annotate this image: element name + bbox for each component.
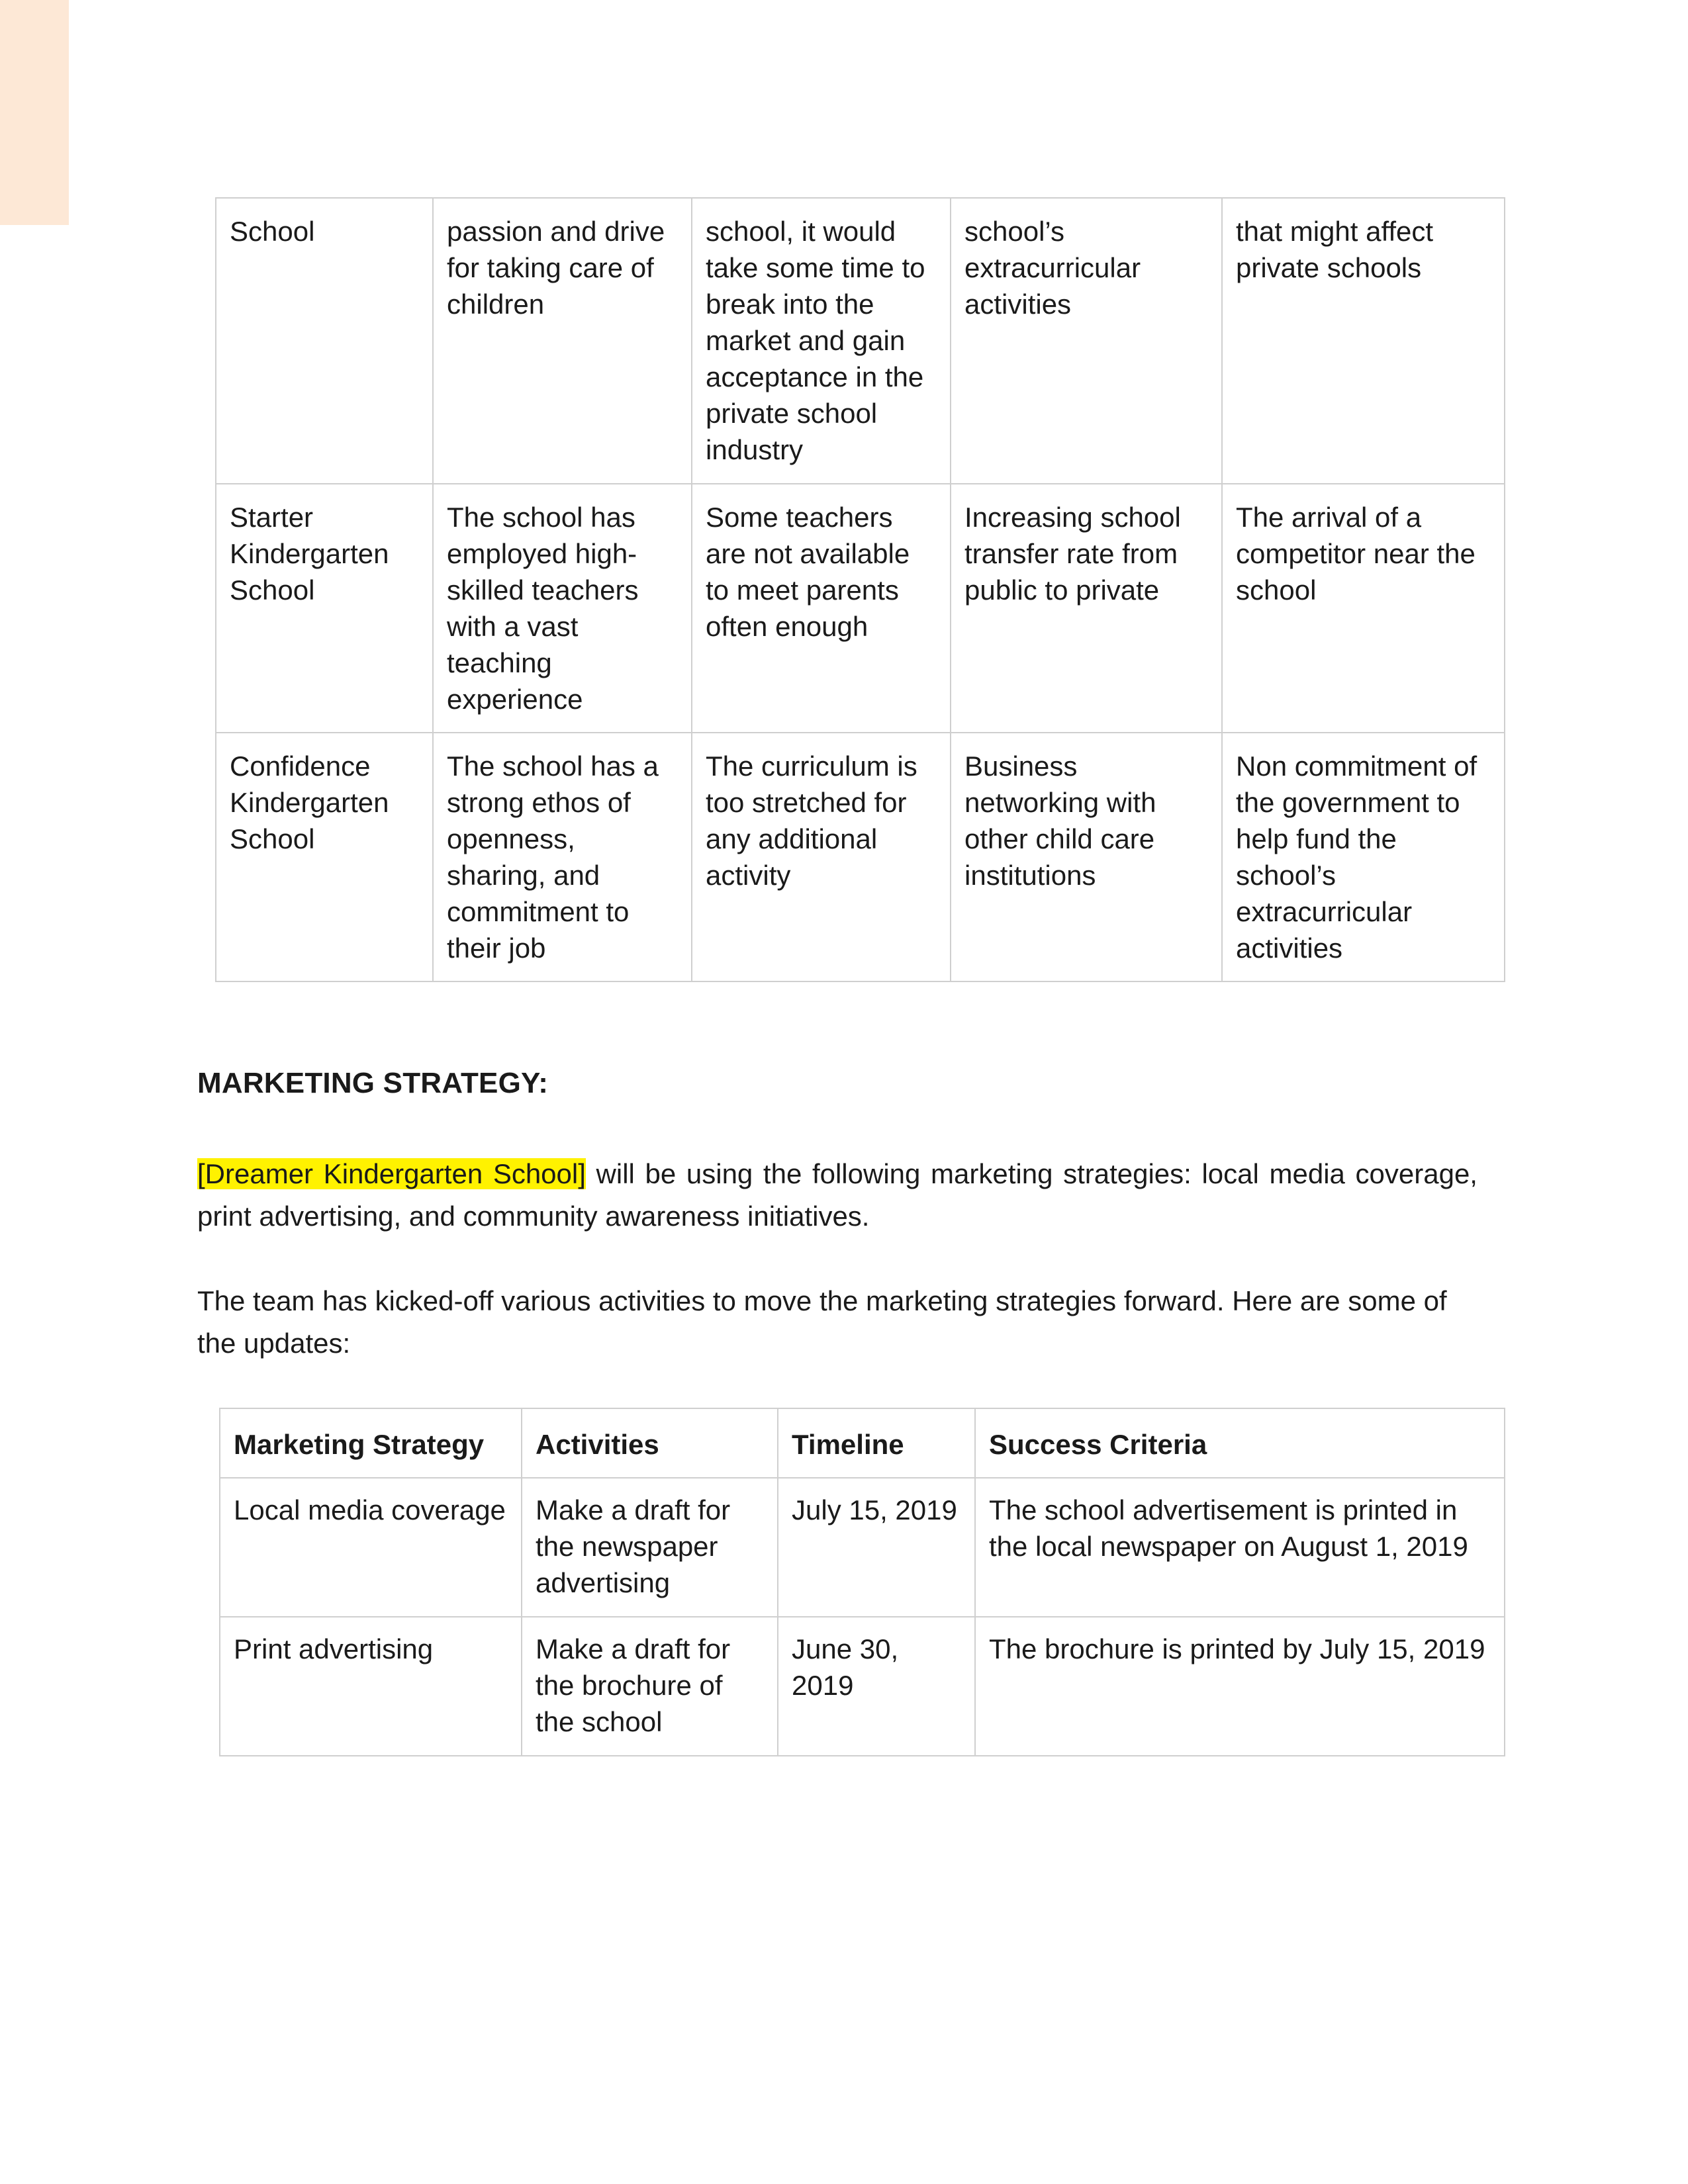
section-heading: MARKETING STRATEGY: [197,1067,549,1099]
swot-strength-cell: The school has a strong ethos of openness, sharing, and commitment to their job [433,733,692,981]
swot-name-cell: Starter Kindergarten School [216,484,433,733]
activity-cell: Make a draft for the brochure of the school [522,1617,778,1756]
table-row [216,198,1505,484]
updates-paragraph: The team has kicked-off various activities to move the marketing strategies forward. Here are some of the updates: [197,1285,1447,1359]
table-row [220,1617,1505,1756]
swot-name-cell: Confidence Kindergarten School [216,733,433,981]
column-header: Success Criteria [975,1408,1505,1478]
swot-opportunity-cell: Business networking with other child care institutions [951,733,1222,981]
strategy-cell: Local media coverage [220,1478,522,1617]
swot-weakness-cell: school, it would take some time to break into the market and gain acceptance in the private school industry [692,198,951,484]
swot-opportunity-cell: Increasing school transfer rate from public to private [951,484,1222,733]
swot-weakness-cell: The curriculum is too stretched for any additional activity [692,733,951,981]
table-row [220,1478,1505,1617]
criteria-cell: The brochure is printed by July 15, 2019 [975,1617,1505,1756]
swot-weakness-cell: Some teachers are not available to meet parents often enough [692,484,951,733]
swot-opportunity-cell: school’s extracurricular activities [951,198,1222,484]
school-name-placeholder[interactable]: [Dreamer Kindergarten School] [197,1158,586,1189]
column-header: Marketing Strategy [220,1408,522,1478]
swot-strength-cell: passion and drive for taking care of children [433,198,692,484]
table-row [216,733,1505,981]
swot-strength-cell: The school has employed high-skilled teachers with a vast teaching experience [433,484,692,733]
swot-threat-cell: The arrival of a competitor near the school [1222,484,1505,733]
swot-table [215,197,1505,982]
column-header: Timeline [778,1408,975,1478]
timeline-cell: June 30, 2019 [778,1617,975,1756]
timeline-cell: July 15, 2019 [778,1478,975,1617]
table-header-row [220,1408,1505,1478]
swot-threat-cell: Non commitment of the government to help fund the school’s extracurricular activities [1222,733,1505,981]
activity-cell: Make a draft for the newspaper advertising [522,1478,778,1617]
table-row [216,484,1505,733]
intro-text: will be using the following marketing strategies: local media coverage, print advertising, and community awareness initiatives. [197,1158,1477,1232]
swot-threat-cell: that might affect private schools [1222,198,1505,484]
strategy-cell: Print advertising [220,1617,522,1756]
swot-name-cell: School [216,198,433,484]
intro-paragraph [197,1153,1477,1238]
marketing-plan-table [219,1408,1505,1756]
page-corner-tab [0,0,69,225]
column-header: Activities [522,1408,778,1478]
criteria-cell: The school advertisement is printed in the local newspaper on August 1, 2019 [975,1478,1505,1617]
